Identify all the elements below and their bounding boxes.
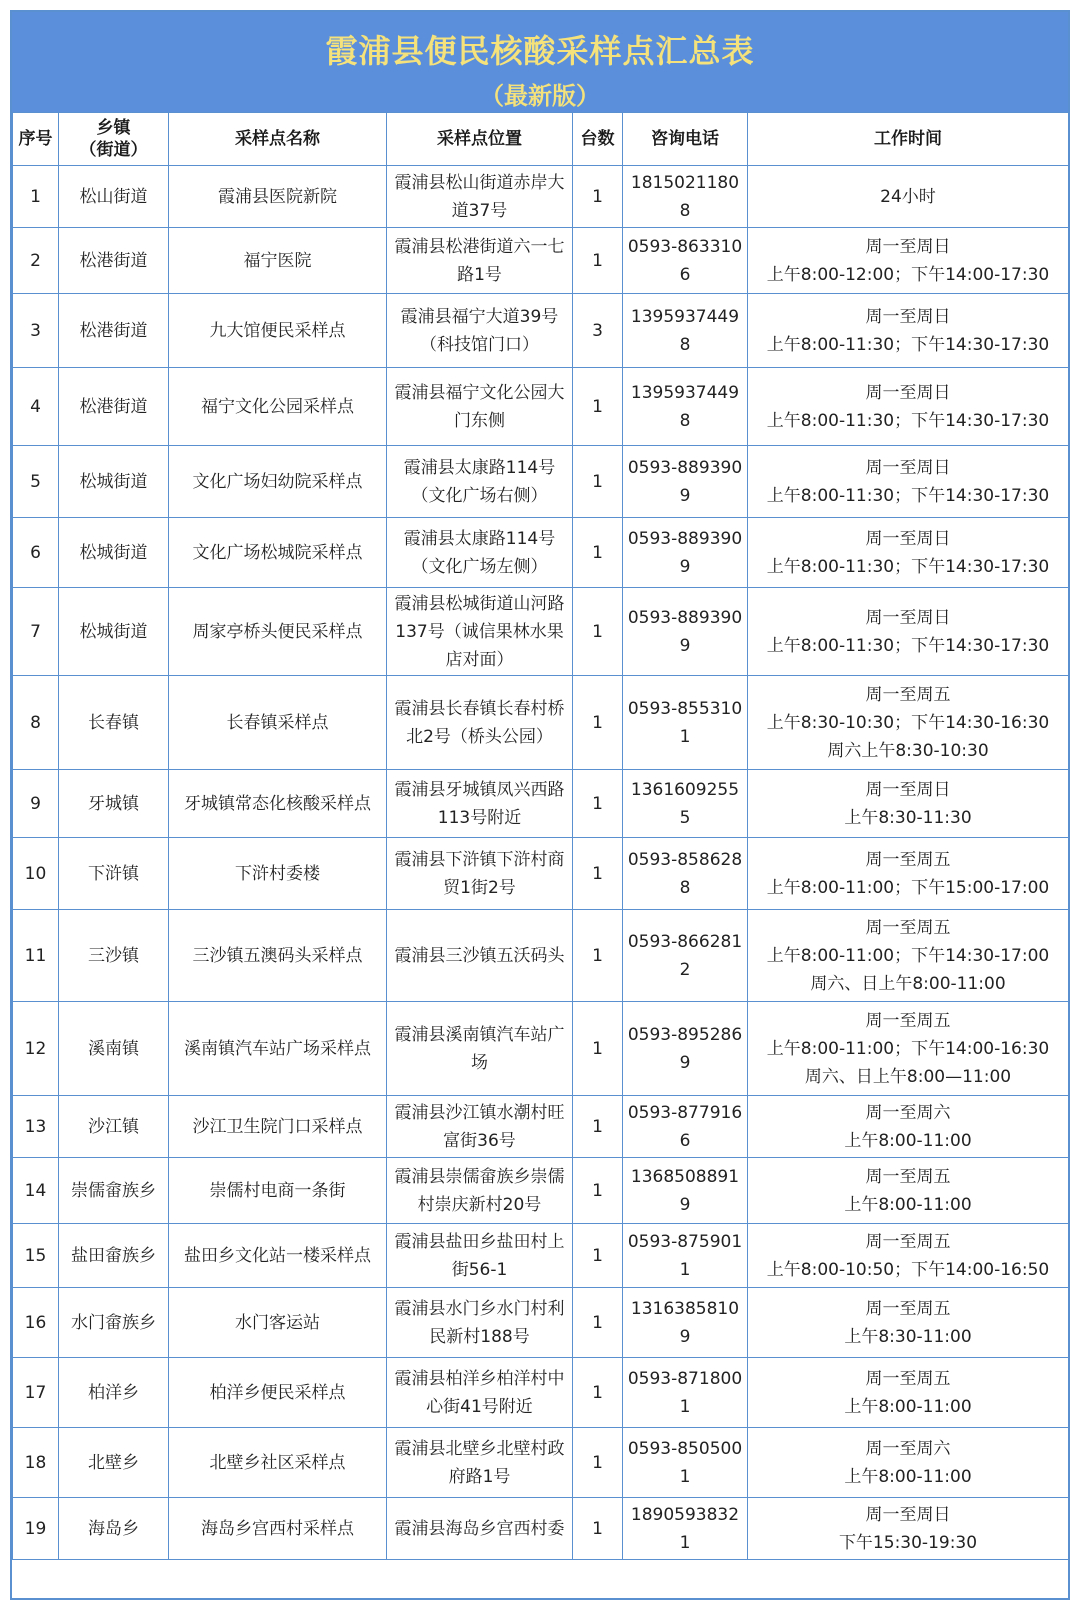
cell-hours: 24小时	[748, 166, 1069, 228]
cell-name: 崇儒村电商一条街	[169, 1158, 387, 1224]
cell-count: 1	[573, 1002, 623, 1096]
cell-town: 三沙镇	[59, 910, 169, 1002]
cell-seq: 7	[13, 588, 59, 676]
cell-name: 霞浦县医院新院	[169, 166, 387, 228]
cell-phone: 0593-8586288	[623, 838, 748, 910]
table-row	[13, 838, 1069, 910]
cell-phone: 13616092555	[623, 770, 748, 838]
cell-town: 崇儒畲族乡	[59, 1158, 169, 1224]
cell-count: 1	[573, 166, 623, 228]
header-name: 采样点名称	[169, 113, 387, 166]
cell-seq: 10	[13, 838, 59, 910]
cell-seq: 5	[13, 446, 59, 518]
cell-phone: 0593-8759011	[623, 1224, 748, 1288]
cell-location: 霞浦县水门乡水门村利民新村188号	[387, 1288, 573, 1358]
cell-count: 1	[573, 446, 623, 518]
table-row	[13, 446, 1069, 518]
cell-location: 霞浦县太康路114号 （文化广场左侧）	[387, 518, 573, 588]
cell-town: 松港街道	[59, 294, 169, 368]
cell-town: 松山街道	[59, 166, 169, 228]
cell-town: 松城街道	[59, 446, 169, 518]
cell-location: 霞浦县溪南镇汽车站广场	[387, 1002, 573, 1096]
cell-hours: 周一至周六 上午8:00-11:00	[748, 1428, 1069, 1498]
cell-town: 松港街道	[59, 368, 169, 446]
page-title: 霞浦县便民核酸采样点汇总表	[325, 32, 755, 70]
cell-seq: 9	[13, 770, 59, 838]
cell-hours: 周一至周五 上午8:00-11:00	[748, 1358, 1069, 1428]
table-row	[13, 770, 1069, 838]
cell-count: 1	[573, 910, 623, 1002]
cell-location: 霞浦县福宁文化公园大门东侧	[387, 368, 573, 446]
cell-name: 下浒村委楼	[169, 838, 387, 910]
cell-seq: 6	[13, 518, 59, 588]
cell-name: 长春镇采样点	[169, 676, 387, 770]
cell-count: 1	[573, 518, 623, 588]
cell-phone: 0593-8893909	[623, 518, 748, 588]
cell-count: 3	[573, 294, 623, 368]
cell-name: 沙江卫生院门口采样点	[169, 1096, 387, 1158]
cell-town: 盐田畲族乡	[59, 1224, 169, 1288]
cell-seq: 8	[13, 676, 59, 770]
cell-location: 霞浦县海岛乡宫西村委	[387, 1498, 573, 1560]
table-frame	[10, 10, 1070, 1600]
cell-town: 溪南镇	[59, 1002, 169, 1096]
cell-seq: 13	[13, 1096, 59, 1158]
cell-name: 福宁医院	[169, 228, 387, 294]
cell-count: 1	[573, 1224, 623, 1288]
cell-phone: 13959374498	[623, 368, 748, 446]
header-count: 台数	[573, 113, 623, 166]
cell-location: 霞浦县福宁大道39号 （科技馆门口）	[387, 294, 573, 368]
cell-town: 柏洋乡	[59, 1358, 169, 1428]
cell-phone: 13163858109	[623, 1288, 748, 1358]
cell-phone: 18150211808	[623, 166, 748, 228]
cell-count: 1	[573, 676, 623, 770]
cell-town: 海岛乡	[59, 1498, 169, 1560]
cell-town: 长春镇	[59, 676, 169, 770]
cell-hours: 周一至周日 上午8:00-11:30；下午14:30-17:30	[748, 368, 1069, 446]
cell-seq: 14	[13, 1158, 59, 1224]
cell-name: 溪南镇汽车站广场采样点	[169, 1002, 387, 1096]
cell-name: 三沙镇五澳码头采样点	[169, 910, 387, 1002]
cell-location: 霞浦县下浒镇下浒村商贸1街2号	[387, 838, 573, 910]
table-row	[13, 1002, 1069, 1096]
cell-seq: 17	[13, 1358, 59, 1428]
cell-count: 1	[573, 368, 623, 446]
header-town: 乡镇 （街道）	[59, 113, 169, 166]
cell-location: 霞浦县松山街道赤岸大道37号	[387, 166, 573, 228]
cell-location: 霞浦县崇儒畲族乡崇儒村崇庆新村20号	[387, 1158, 573, 1224]
table-row	[13, 588, 1069, 676]
cell-name: 柏洋乡便民采样点	[169, 1358, 387, 1428]
cell-name: 盐田乡文化站一楼采样点	[169, 1224, 387, 1288]
cell-count: 1	[573, 1288, 623, 1358]
cell-seq: 4	[13, 368, 59, 446]
cell-seq: 12	[13, 1002, 59, 1096]
cell-location: 霞浦县北壁乡北壁村政府路1号	[387, 1428, 573, 1498]
cell-name: 水门客运站	[169, 1288, 387, 1358]
cell-name: 福宁文化公园采样点	[169, 368, 387, 446]
cell-town: 下浒镇	[59, 838, 169, 910]
cell-seq: 2	[13, 228, 59, 294]
cell-town: 水门畲族乡	[59, 1288, 169, 1358]
table-row	[13, 1288, 1069, 1358]
table-header-row	[13, 113, 1069, 166]
page-subtitle: （最新版）	[480, 81, 600, 110]
cell-count: 1	[573, 228, 623, 294]
cell-phone: 0593-8779166	[623, 1096, 748, 1158]
table-row	[13, 368, 1069, 446]
cell-count: 1	[573, 1158, 623, 1224]
cell-phone: 0593-8893909	[623, 588, 748, 676]
header-location: 采样点位置	[387, 113, 573, 166]
table-row	[13, 294, 1069, 368]
cell-location: 霞浦县牙城镇凤兴西路113号附近	[387, 770, 573, 838]
cell-phone: 13959374498	[623, 294, 748, 368]
cell-phone: 13685088919	[623, 1158, 748, 1224]
cell-count: 1	[573, 1498, 623, 1560]
cell-name: 牙城镇常态化核酸采样点	[169, 770, 387, 838]
cell-seq: 16	[13, 1288, 59, 1358]
cell-count: 1	[573, 1428, 623, 1498]
table-row	[13, 1096, 1069, 1158]
sampling-sites-table	[12, 112, 1069, 1560]
cell-hours: 周一至周日 上午8:00-11:30；下午14:30-17:30	[748, 518, 1069, 588]
table-row	[13, 676, 1069, 770]
cell-phone: 0593-8662812	[623, 910, 748, 1002]
cell-location: 霞浦县长春镇长春村桥北2号（桥头公园）	[387, 676, 573, 770]
cell-hours: 周一至周五 上午8:00-10:50；下午14:00-16:50	[748, 1224, 1069, 1288]
cell-name: 文化广场松城院采样点	[169, 518, 387, 588]
cell-hours: 周一至周日 上午8:00-11:30；下午14:30-17:30	[748, 446, 1069, 518]
cell-location: 霞浦县柏洋乡柏洋村中心街41号附近	[387, 1358, 573, 1428]
cell-hours: 周一至周日 上午8:00-11:30；下午14:30-17:30	[748, 588, 1069, 676]
cell-location: 霞浦县松城街道山河路137号（诚信果林水果店对面）	[387, 588, 573, 676]
cell-phone: 0593-8633106	[623, 228, 748, 294]
cell-hours: 周一至周五 上午8:30-10:30；下午14:30-16:30 周六上午8:30-10:30	[748, 676, 1069, 770]
cell-town: 北壁乡	[59, 1428, 169, 1498]
table-row	[13, 910, 1069, 1002]
cell-location: 霞浦县盐田乡盐田村上街56-1	[387, 1224, 573, 1288]
cell-town: 松城街道	[59, 518, 169, 588]
cell-seq: 1	[13, 166, 59, 228]
table-row	[13, 1428, 1069, 1498]
cell-name: 九大馆便民采样点	[169, 294, 387, 368]
table-row	[13, 228, 1069, 294]
cell-phone: 0593-8893909	[623, 446, 748, 518]
cell-phone: 0593-8718001	[623, 1358, 748, 1428]
cell-phone: 0593-8505001	[623, 1428, 748, 1498]
cell-location: 霞浦县三沙镇五沃码头	[387, 910, 573, 1002]
cell-phone: 0593-8952869	[623, 1002, 748, 1096]
cell-name: 北壁乡社区采样点	[169, 1428, 387, 1498]
header-hours: 工作时间	[748, 113, 1069, 166]
cell-hours: 周一至周六 上午8:00-11:00	[748, 1096, 1069, 1158]
table-row	[13, 1224, 1069, 1288]
cell-count: 1	[573, 1096, 623, 1158]
cell-name: 海岛乡宫西村采样点	[169, 1498, 387, 1560]
cell-count: 1	[573, 588, 623, 676]
cell-hours: 周一至周日 上午8:30-11:30	[748, 770, 1069, 838]
cell-location: 霞浦县松港街道六一七路1号	[387, 228, 573, 294]
cell-seq: 15	[13, 1224, 59, 1288]
table-row	[13, 518, 1069, 588]
cell-hours: 周一至周日 下午15:30-19:30	[748, 1498, 1069, 1560]
cell-phone: 18905938321	[623, 1498, 748, 1560]
table-row	[13, 166, 1069, 228]
cell-name: 周家亭桥头便民采样点	[169, 588, 387, 676]
cell-location: 霞浦县太康路114号 （文化广场右侧）	[387, 446, 573, 518]
cell-name: 文化广场妇幼院采样点	[169, 446, 387, 518]
cell-count: 1	[573, 770, 623, 838]
cell-hours: 周一至周五 上午8:00-11:00	[748, 1158, 1069, 1224]
header-seq: 序号	[13, 113, 59, 166]
cell-phone: 0593-8553101	[623, 676, 748, 770]
cell-hours: 周一至周日 上午8:00-11:30；下午14:30-17:30	[748, 294, 1069, 368]
cell-town: 松港街道	[59, 228, 169, 294]
cell-seq: 19	[13, 1498, 59, 1560]
cell-hours: 周一至周五 上午8:00-11:00；下午15:00-17:00	[748, 838, 1069, 910]
cell-count: 1	[573, 1358, 623, 1428]
title-banner	[12, 12, 1068, 112]
table-row	[13, 1158, 1069, 1224]
cell-seq: 11	[13, 910, 59, 1002]
cell-count: 1	[573, 838, 623, 910]
table-row	[13, 1358, 1069, 1428]
cell-seq: 3	[13, 294, 59, 368]
cell-location: 霞浦县沙江镇水潮村旺富街36号	[387, 1096, 573, 1158]
cell-town: 松城街道	[59, 588, 169, 676]
cell-hours: 周一至周五 上午8:00-11:00；下午14:30-17:00 周六、日上午8:00-11:00	[748, 910, 1069, 1002]
cell-town: 牙城镇	[59, 770, 169, 838]
cell-town: 沙江镇	[59, 1096, 169, 1158]
cell-hours: 周一至周五 上午8:30-11:00	[748, 1288, 1069, 1358]
table-row	[13, 1498, 1069, 1560]
cell-hours: 周一至周日 上午8:00-12:00；下午14:00-17:30	[748, 228, 1069, 294]
header-phone: 咨询电话	[623, 113, 748, 166]
cell-hours: 周一至周五 上午8:00-11:00；下午14:00-16:30 周六、日上午8:00—11:00	[748, 1002, 1069, 1096]
cell-seq: 18	[13, 1428, 59, 1498]
